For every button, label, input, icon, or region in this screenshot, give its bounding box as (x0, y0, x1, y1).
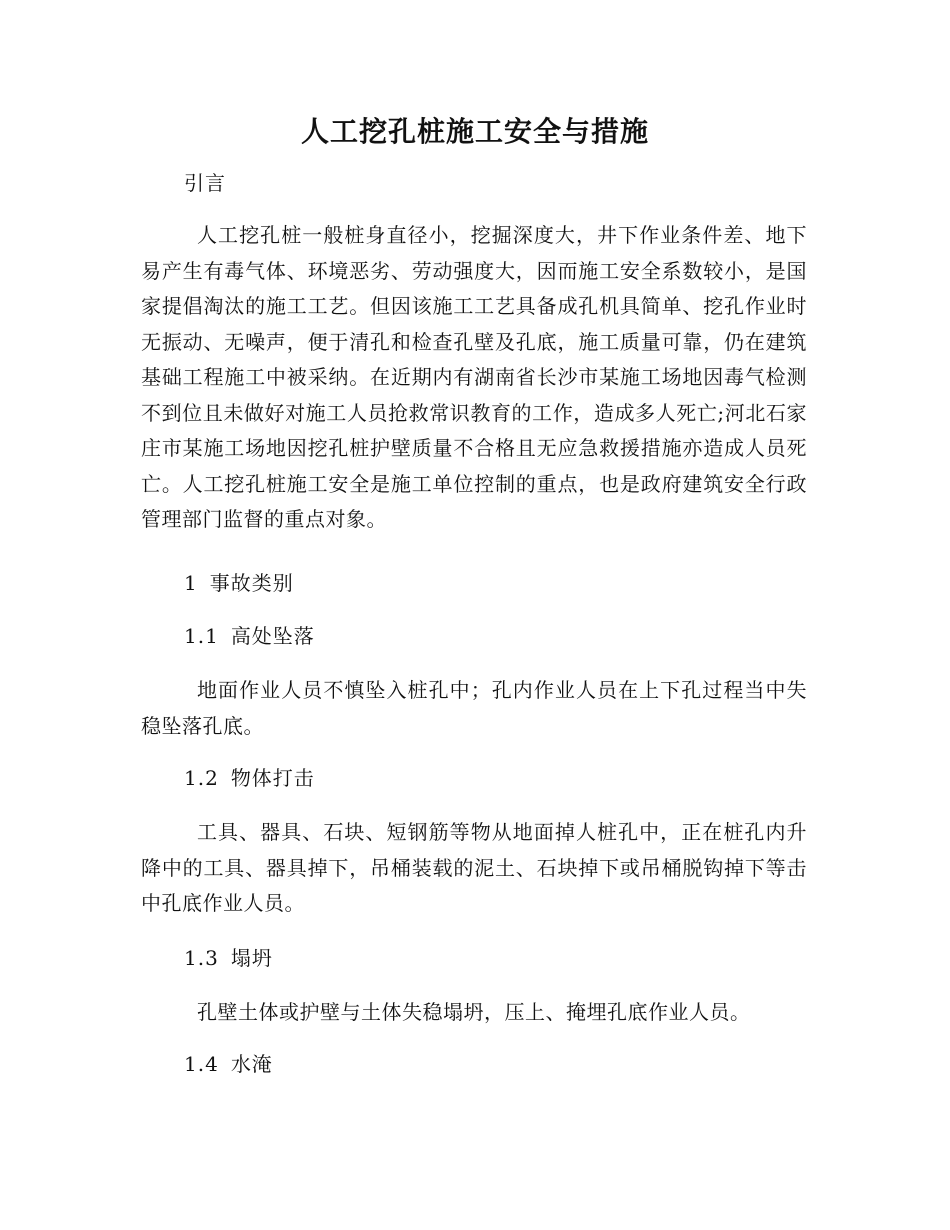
section-number: 1.1 (184, 624, 219, 648)
section-1-3-paragraph: 孔壁土体或护壁与土体失稳塌坍，压上、掩埋孔底作业人员。 (197, 1000, 751, 1024)
section-title: 事故类别 (209, 571, 294, 595)
section-1-heading (184, 568, 294, 598)
section-1-4-heading (184, 1049, 273, 1079)
section-1-3-heading (184, 943, 273, 973)
section-number: 1.3 (184, 946, 219, 970)
section-number: 1.2 (184, 766, 219, 790)
section-1-1-heading (184, 621, 315, 651)
section-number: 1 (184, 571, 198, 595)
section-title: 高处坠落 (230, 624, 315, 648)
intro-paragraph: 人工挖孔桩一般桩身直径小，挖掘深度大，井下作业条件差、地下易产生有毒气体、环境恶劣、劳动强度大，因而施工安全系数较小，是国家提倡淘汰的施工工艺。但因该施工工艺具备成孔机具简单、挖孔作业时无振动、无噪声，便于清孔和检查孔壁及孔底，施工质量可靠，仍在建筑基础工程施工中被采纳。在近期内有湖南省长沙市某施工场地因毒气检测不到位且未做好对施工人员抢救常识教育的工作，造成多人死亡;河北石家庄市某施工场地因挖孔桩护壁质量不合格且无应急救援措施亦造成人员死亡。人工挖孔桩施工安全是施工单位控制的重点，也是政府建筑安全行政管理部门监督的重点对象。 (141, 223, 807, 531)
section-title: 塌坍 (230, 946, 273, 970)
section-number: 1.4 (184, 1052, 219, 1076)
section-1-2-paragraph: 工具、器具、石块、短钢筋等物从地面掉人桩孔中，正在桩孔内升降中的工具、器具掉下，吊桶装载的泥土、石块掉下或吊桶脱钩掉下等击中孔底作业人员。 (141, 820, 807, 915)
section-title: 物体打击 (230, 766, 315, 790)
section-1-1-paragraph: 地面作业人员不慎坠入桩孔中；孔内作业人员在上下孔过程当中失稳坠落孔底。 (141, 678, 807, 738)
section-title: 水淹 (230, 1052, 273, 1076)
intro-heading: 引言 (184, 171, 226, 195)
section-1-2-heading (184, 763, 315, 793)
document-title: 人工挖孔桩施工安全与措施 (300, 115, 649, 148)
